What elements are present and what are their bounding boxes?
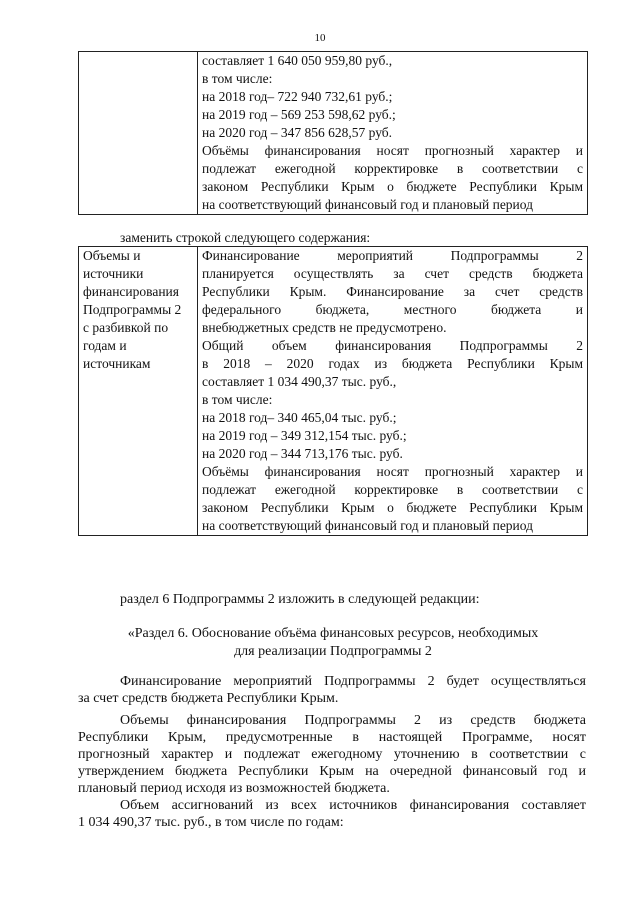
paragraph-allocations [78, 797, 586, 831]
paragraph-line: Республики Крым, предусмотренные в настоящей Программе, носят [78, 730, 586, 745]
old-table-line: Объёмы финансирования носят прогнозный характер и [202, 143, 583, 158]
new-table-line: планируется осуществлять за счет средств бюджета [202, 266, 583, 281]
old-table-line: составляет 1 640 050 959,80 руб., [202, 53, 393, 68]
new-table-label-line: с разбивкой по [83, 320, 169, 335]
new-table-line: Республики Крым. Финансирование за счет средств [202, 284, 583, 299]
new-table-right-cell [198, 247, 588, 536]
old-table-line: на 2019 год – 569 253 598,62 руб.; [202, 107, 396, 122]
new-table-line: в 2018 – 2020 годах из бюджета Республики Крым [202, 356, 583, 371]
new-table-label-line: источникам [83, 356, 151, 371]
paragraph-line: плановый период исходя из возможностей бюджета. [78, 781, 390, 796]
new-table-line: Финансирование мероприятий Подпрограммы 2 [202, 248, 583, 263]
old-table-right-cell [198, 52, 588, 215]
paragraph-line: 1 034 490,37 тыс. руб., в том числе по годам: [78, 815, 344, 830]
new-table-label-line: финансирования [83, 284, 179, 299]
new-table-line: на 2019 год – 349 312,154 тыс. руб.; [202, 428, 407, 443]
new-table-line: федерального бюджета, местного бюджета и [202, 302, 583, 317]
new-table-label-line: Подпрограммы 2 [83, 302, 182, 317]
new-table-line: внебюджетных средств не предусмотрено. [202, 320, 447, 335]
new-table-line: Объёмы финансирования носят прогнозный характер и [202, 464, 583, 479]
new-table-line: на соответствующий финансовый год и плановый период [202, 518, 534, 533]
new-table-line: законом Республики Крым о бюджете Республики Крым [202, 500, 583, 515]
new-table-label-line: Объемы и [83, 248, 141, 263]
old-table-left-cell [79, 52, 198, 215]
paragraph-line: прогнозный характер и подлежат ежегодному уточнению в соответствии с [78, 747, 586, 762]
paragraph-line: Финансирование мероприятий Подпрограммы 2 будет осуществляться [120, 674, 586, 689]
paragraph-line: за счет средств бюджета Республики Крым. [78, 691, 339, 706]
paragraph-line: Объем ассигнований из всех источников финансирования составляет [120, 798, 586, 813]
section-heading-line: для реализации Подпрограммы 2 [234, 644, 432, 659]
new-table-label-line: годам и [83, 338, 127, 353]
old-table-line: в том числе: [202, 71, 273, 86]
old-financing-table [78, 51, 588, 215]
old-table-line: подлежат ежегодной корректировке в соответствии с [202, 161, 583, 176]
section-heading-line: «Раздел 6. Обоснование объёма финансовых ресурсов, необходимых [127, 626, 539, 641]
paragraph-financing-source [78, 673, 586, 707]
section-heading [78, 625, 588, 661]
paragraph-financing-volumes [78, 712, 586, 797]
paragraph-line: утверждением бюджета Республики Крым на очередной финансовый год и [78, 764, 586, 779]
old-table-line: на 2018 год– 722 940 732,61 руб.; [202, 89, 393, 104]
new-table-line: на 2020 год – 344 713,176 тыс. руб. [202, 446, 403, 461]
new-table-line: на 2018 год– 340 465,04 тыс. руб.; [202, 410, 397, 425]
replace-instruction: заменить строкой следующего содержания: [120, 230, 371, 245]
old-table-line: законом Республики Крым о бюджете Республики Крым [202, 179, 583, 194]
new-table-line: Общий объем финансирования Подпрограммы 2 [202, 338, 583, 353]
section-intro: раздел 6 Подпрограммы 2 изложить в следующей редакции: [120, 592, 480, 607]
old-table-line: на соответствующий финансовый год и плановый период [202, 197, 534, 212]
page-number: 10 [314, 32, 326, 44]
paragraph-line: Объемы финансирования Подпрограммы 2 из средств бюджета [120, 713, 586, 728]
old-table-line: на 2020 год – 347 856 628,57 руб. [202, 125, 393, 140]
new-financing-table [78, 246, 588, 536]
new-table-line: подлежат ежегодной корректировке в соответствии с [202, 482, 583, 497]
new-table-line: в том числе: [202, 392, 273, 407]
new-table-left-cell [79, 247, 198, 536]
new-table-label-line: источники [83, 266, 144, 281]
new-table-line: составляет 1 034 490,37 тыс. руб., [202, 374, 397, 389]
